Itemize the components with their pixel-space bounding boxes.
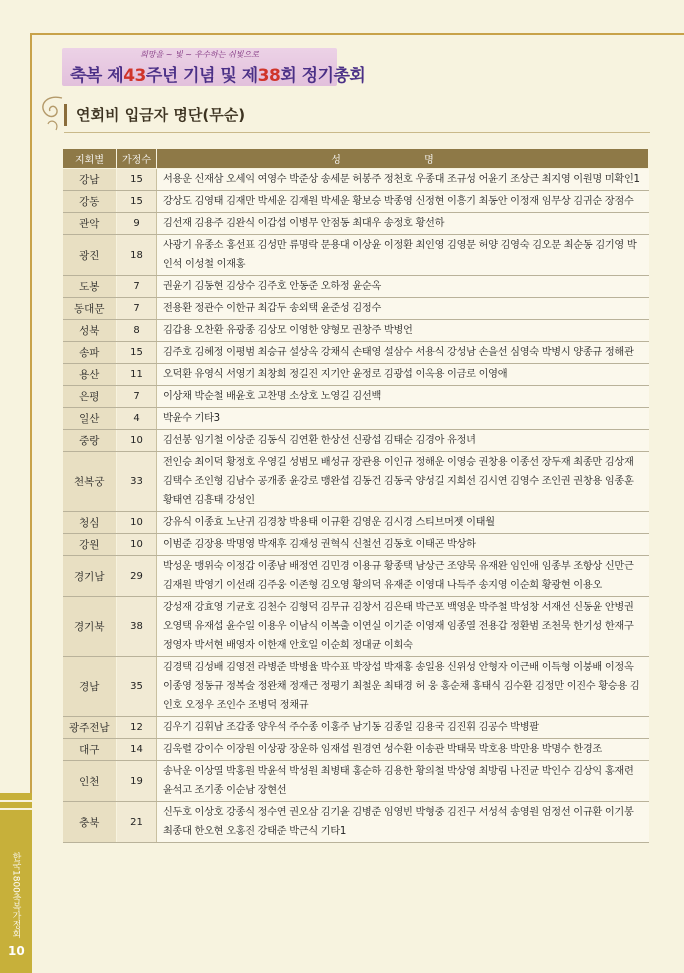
table-row: [63, 235, 649, 276]
count-cell: 7: [117, 298, 157, 320]
table-row: [63, 191, 649, 213]
page-number: 10: [8, 944, 25, 958]
region-cell: 청심: [63, 512, 117, 534]
region-cell: 인천: [63, 761, 117, 802]
region-cell: 천복궁: [63, 452, 117, 512]
region-cell: 경기북: [63, 597, 117, 657]
banner-title: [70, 61, 365, 86]
count-cell: 15: [117, 169, 157, 191]
section-title: 연회비 입금자 명단(무순): [76, 106, 246, 124]
table-row: [63, 761, 649, 802]
header-count: 가정수: [117, 149, 157, 169]
table-row: [63, 802, 649, 843]
count-cell: 4: [117, 408, 157, 430]
table-row: [63, 430, 649, 452]
table-row: [63, 298, 649, 320]
names-cell: 강성재 강효영 기균호 김천수 김형덕 김무규 김창서 김은태 박근포 백영운 박주철 박성창 서재선 신동윤 안병권 오영택 유재섭 윤수일 이용우 이남식 이복출 이연실 이기준 이영재 임종열 전용갑 정환범 조천묵 한기성 한재구 정영자 박서현 배영자 이한재 안호일 이순희 정대균 이회숙: [157, 597, 649, 657]
region-cell: 강원: [63, 534, 117, 556]
count-cell: 10: [117, 512, 157, 534]
table-row: [63, 364, 649, 386]
count-cell: 15: [117, 191, 157, 213]
names-cell: 서용운 신재삼 오세익 여영수 박준상 송세문 허봉주 정천호 우종대 조규성 어윤기 조상근 최지영 이원명 미확인1: [157, 169, 649, 191]
table-row: [63, 534, 649, 556]
table-row: [63, 717, 649, 739]
count-cell: 12: [117, 717, 157, 739]
table-row: [63, 386, 649, 408]
region-cell: 경기남: [63, 556, 117, 597]
names-cell: 김선재 김용주 김완식 이갑섭 이병무 안점동 최대우 송정호 황선하: [157, 213, 649, 235]
region-cell: 송파: [63, 342, 117, 364]
swirl-ornament-icon: [36, 92, 66, 132]
count-cell: 21: [117, 802, 157, 843]
names-cell: 강상도 김영태 김재만 박세운 김재원 박세운 황보승 박종영 신정현 이흥기 최동안 이정재 임무상 김귀순 장점수: [157, 191, 649, 213]
count-cell: 18: [117, 235, 157, 276]
section-title-bar: [64, 104, 67, 126]
region-cell: 관악: [63, 213, 117, 235]
count-cell: 10: [117, 534, 157, 556]
table-row: [63, 512, 649, 534]
names-cell: 김경택 김성배 김영전 라병준 박병율 박수표 박장섭 박재홍 송일용 신위성 안형자 이근배 이득형 이붕배 이정옥 이종영 정동규 정복술 정완채 정재근 정평기 최철운 최태경 허 웅 홍순채 홍태식 김수환 김정만 이진수 황승용 김인호 오정우 조인수 조병덕 정채규: [157, 657, 649, 717]
header-region: 지회별: [63, 149, 117, 169]
banner-title-mid: 주년 기념 및 제: [145, 66, 258, 86]
top-rule: [30, 33, 684, 35]
table-row: [63, 739, 649, 761]
side-bar-lines: [0, 800, 32, 810]
names-cell: 전인승 최이덕 황정호 우영길 성범모 배성규 장관용 이인규 정해운 이영승 권창용 이종선 장두재 최종만 김상재 김택수 조인형 김남수 공개종 윤강로 맹완섭 김동건 김동국 양성길 지희선 김시연 김영수 조인권 권창용 임종훈 황태연 김흥태 강성인: [157, 452, 649, 512]
side-vertical-text: 한국1800축복가정회: [10, 852, 21, 938]
table-row: [63, 320, 649, 342]
region-cell: 충북: [63, 802, 117, 843]
event-banner: [62, 48, 366, 86]
count-cell: 29: [117, 556, 157, 597]
region-cell: 동대문: [63, 298, 117, 320]
banner-title-num2: 38: [257, 66, 281, 86]
names-cell: 강유식 이종효 노난귀 김경창 박용태 이규환 김영운 김시경 스티브머젯 이태월: [157, 512, 649, 534]
table-row: [63, 213, 649, 235]
region-cell: 은평: [63, 386, 117, 408]
region-cell: 성북: [63, 320, 117, 342]
names-cell: 이상채 박순철 배윤호 고찬명 소상호 노영길 김선백: [157, 386, 649, 408]
banner-title-prefix: 축복 제: [70, 66, 124, 86]
count-cell: 19: [117, 761, 157, 802]
donor-table: [62, 148, 649, 843]
table-row: [63, 169, 649, 191]
names-cell: 송낙운 이상열 박홍원 박윤석 박성원 최병태 홍순하 김용한 황의철 박상영 최방림 나진균 박인수 김상익 홍재련 윤석고 조기종 이순남 장현선: [157, 761, 649, 802]
names-cell: 김욱렬 강이수 이장원 이상광 장운하 임재섭 원경연 성수환 이송관 박태묵 박호용 박만용 박명수 한경조: [157, 739, 649, 761]
banner-subtitle: 희망을 ~ 빛 ~ 우수하는 쉬빛으로: [140, 50, 259, 59]
count-cell: 15: [117, 342, 157, 364]
names-cell: 신두호 이상호 강종식 정수연 권오삼 김기윤 김병준 임영빈 박형중 김진구 서성석 송영원 엄정선 이규환 이기봉 최종대 한오현 오홍진 강태준 박근식 기타1: [157, 802, 649, 843]
names-cell: 김주호 김혜정 이평범 최승규 설상옥 강채식 손태영 설삼수 서용식 강성남 손을선 심영숙 박병시 양종규 정해관: [157, 342, 649, 364]
count-cell: 10: [117, 430, 157, 452]
names-cell: 오덕환 유영식 서영기 최창희 정길진 지기안 윤정로 김광섭 이옥용 이금로 이영애: [157, 364, 649, 386]
names-cell: 권윤기 김동현 김상수 김주호 안동준 오하정 윤순옥: [157, 276, 649, 298]
region-cell: 도봉: [63, 276, 117, 298]
count-cell: 7: [117, 386, 157, 408]
table-header-row: [63, 149, 649, 169]
count-cell: 14: [117, 739, 157, 761]
table-row: [63, 452, 649, 512]
count-cell: 38: [117, 597, 157, 657]
left-rule: [30, 33, 32, 793]
names-cell: 전용환 정관수 이한규 최갑두 송외택 윤준성 김정수: [157, 298, 649, 320]
region-cell: 경남: [63, 657, 117, 717]
table-row: [63, 408, 649, 430]
names-cell: 박성운 맹위숙 이정갑 이종남 배정연 김민경 이용규 황종택 남상근 조양묵 유재완 임인애 임종부 조항상 신만근 김재원 박영기 이선래 김주웅 이존형 김오영 황의덕 유재준 이영대 나득주 송지영 이순희 황광현 이용오: [157, 556, 649, 597]
region-cell: 일산: [63, 408, 117, 430]
table-row: [63, 276, 649, 298]
header-names: 성 명: [157, 149, 649, 169]
names-cell: 박윤수 기타3: [157, 408, 649, 430]
count-cell: 8: [117, 320, 157, 342]
count-cell: 33: [117, 452, 157, 512]
table-row: [63, 556, 649, 597]
names-cell: 김우기 김휘남 조갑종 양우석 주수종 이홍주 남기동 김종일 김용국 김진휘 김공수 박병팔: [157, 717, 649, 739]
region-cell: 대구: [63, 739, 117, 761]
names-cell: 김갑용 오찬환 유광종 김상모 이영한 양형모 권창주 박병언: [157, 320, 649, 342]
region-cell: 용산: [63, 364, 117, 386]
count-cell: 9: [117, 213, 157, 235]
region-cell: 강남: [63, 169, 117, 191]
region-cell: 중랑: [63, 430, 117, 452]
region-cell: 강동: [63, 191, 117, 213]
count-cell: 11: [117, 364, 157, 386]
count-cell: 7: [117, 276, 157, 298]
banner-title-suffix: 회 정기총회: [280, 66, 366, 86]
names-cell: 김선봉 임기철 이상준 김동식 김연환 한상선 신광섭 김태순 김경아 유정녀: [157, 430, 649, 452]
names-cell: 이범준 김장용 박명영 박재후 김재성 권혁식 신철선 김동호 이태곤 박상하: [157, 534, 649, 556]
region-cell: 광진: [63, 235, 117, 276]
banner-title-num1: 43: [123, 66, 146, 86]
table-row: [63, 597, 649, 657]
section-divider: [64, 132, 650, 133]
table-row: [63, 342, 649, 364]
names-cell: 사광기 유종소 홍선표 김성만 류명락 문용대 이상윤 이정환 최인영 김영문 허양 김영숙 김오문 최순동 김기영 박인석 이성철 이재홍: [157, 235, 649, 276]
region-cell: 광주전남: [63, 717, 117, 739]
table-row: [63, 657, 649, 717]
count-cell: 35: [117, 657, 157, 717]
